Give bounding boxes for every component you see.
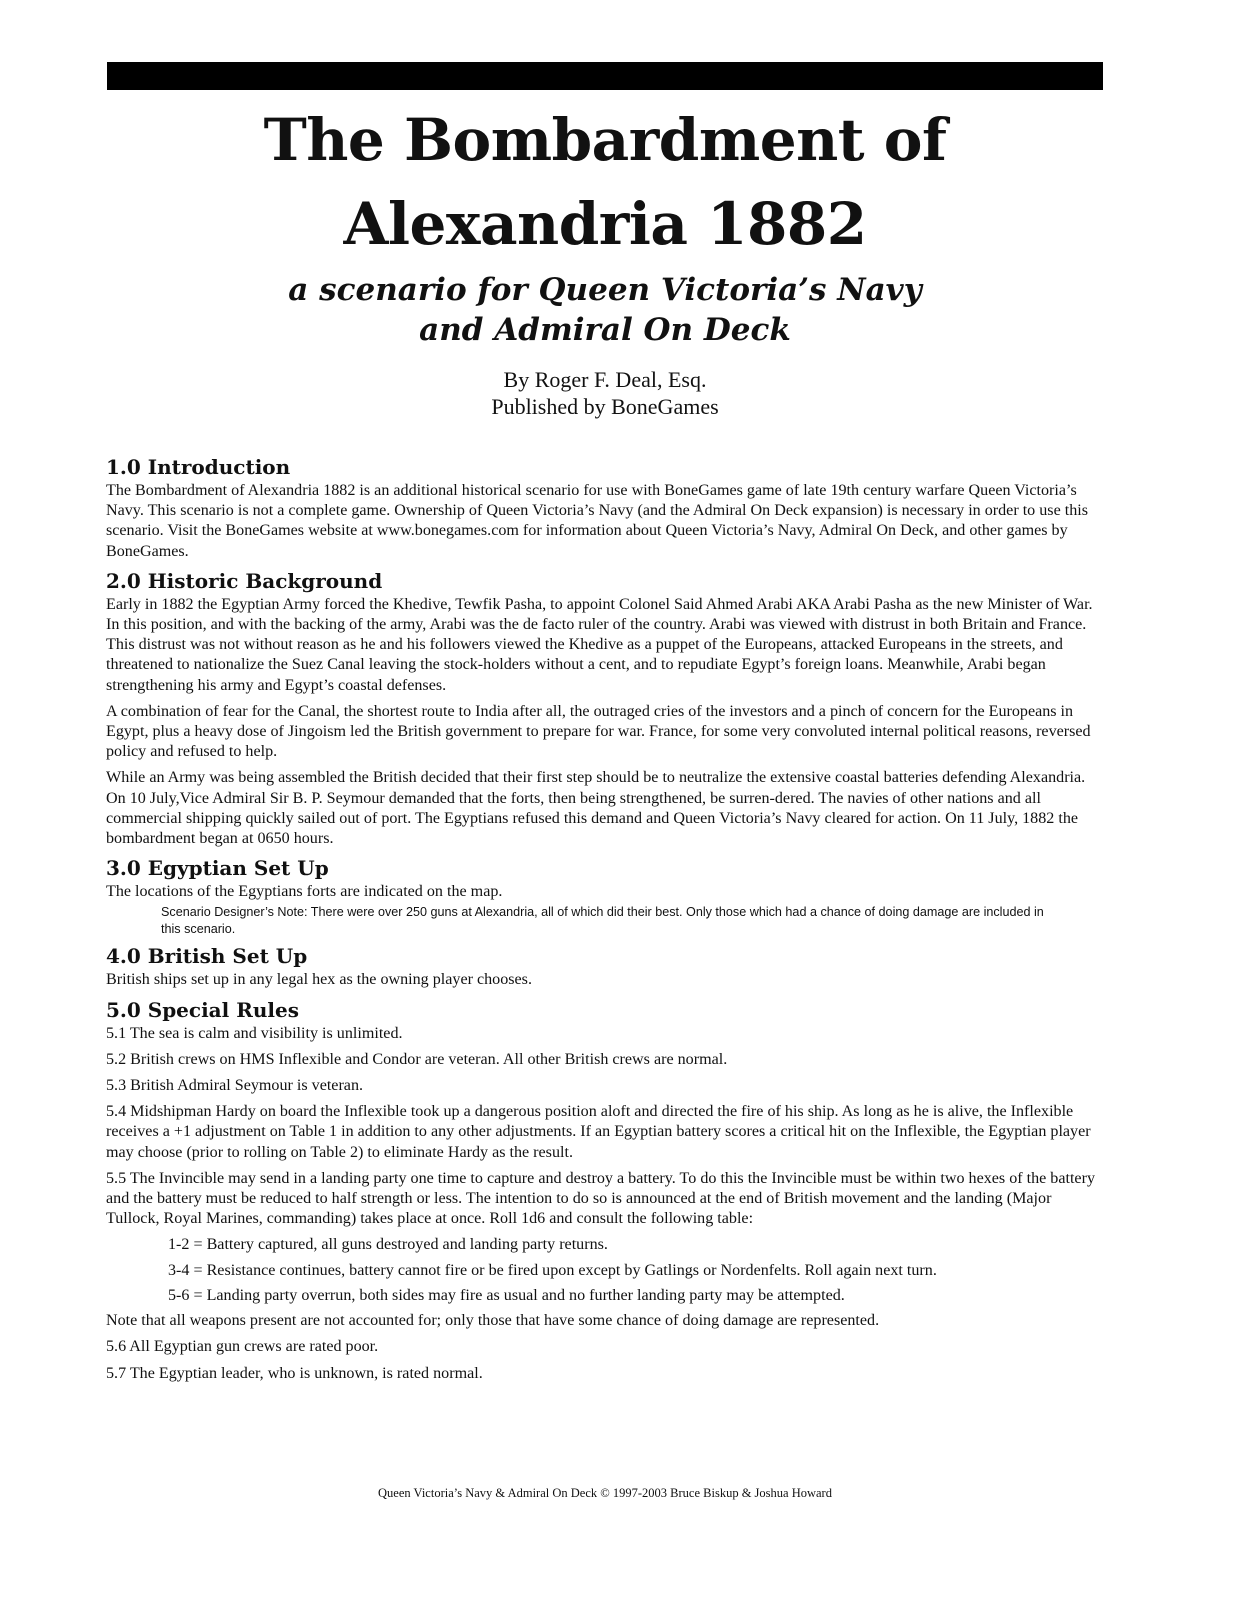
section-heading-special-rules: 5.0 Special Rules: [106, 997, 299, 1022]
weapons-note: Note that all weapons present are not accounted for; only those that have some chance of doing damage are represented.: [106, 1312, 880, 1330]
rule-5-3: 5.3 British Admiral Seymour is veteran.: [106, 1077, 364, 1095]
rule-5-1: 5.1 The sea is calm and visibility is unlimited.: [106, 1024, 403, 1042]
title-line-1: The Bombardment of: [263, 106, 947, 174]
page-footer: Queen Victoria’s Navy & Admiral On Deck © 1997-2003 Bruce Biskup & Joshua Howard: [378, 1486, 832, 1500]
designer-note: Scenario Designer’s Note: There were over 250 guns at Alexandria, all of which did their best. Only those which had a chance of doing damage are included in this scenario.: [161, 905, 1044, 937]
rule-5-6: 5.6 All Egyptian gun crews are rated poor.: [106, 1338, 379, 1356]
document-body: [106, 454, 1104, 1390]
section-heading-background: 2.0 Historic Background: [106, 568, 383, 593]
landing-table-row: 5-6 = Landing party overrun, both sides may fire as usual and no further landing party may be attempted.: [168, 1286, 845, 1304]
section-heading-introduction: 1.0 Introduction: [106, 455, 291, 479]
intro-paragraph: The Bombardment of Alexandria 1882 is an additional historical scenario for use with BoneGames game of late 19th century warfare Queen Victoria’s Navy. This scenario is not a complete game. Ownership of Queen Victoria’s Navy (and the Admiral On Deck expansion) is necessary in order to use this scenario. Visit the BoneGames website at www.bonegames.com for information about Queen Victoria’s Navy, Admiral On Deck, and other games by BoneGames.: [106, 482, 1088, 560]
egyptian-setup-paragraph: The locations of the Egyptians forts are indicated on the map.: [106, 883, 503, 901]
british-setup-paragraph: British ships set up in any legal hex as the owning player chooses.: [106, 971, 532, 989]
byline: [107, 366, 1103, 420]
section-heading-egyptian-setup: 3.0 Egyptian Set Up: [106, 856, 329, 881]
title-line-2: Alexandria 1882: [343, 190, 867, 258]
publisher: Published by BoneGames: [491, 394, 719, 419]
subtitle-line-2: and Admiral On Deck: [419, 312, 791, 348]
background-paragraph-3: While an Army was being assembled the British decided that their first step should be to neutralize the extensive coastal batteries defending Alexandria. On 10 July,Vice Admiral Sir B. P. Seymour demanded that the forts, then being strengthened, be surren-dered. The navies of other nations and all commercial shipping quickly sailed out of port. The Egyptians refused this demand and Queen Victoria’s Navy cleared for action. On 11 July, 1882 the bombardment began at 0650 hours.: [106, 769, 1086, 848]
landing-table-row: 3-4 = Resistance continues, battery cannot fire or be fired upon except by Gatlings or Nordenfelts. Roll again next turn.: [168, 1261, 937, 1279]
page-title: [107, 98, 1103, 266]
author: By Roger F. Deal, Esq.: [503, 367, 707, 392]
rule-5-7: 5.7 The Egyptian leader, who is unknown, is rated normal.: [106, 1364, 483, 1382]
header-rule: [107, 62, 1103, 90]
subtitle: [107, 270, 1103, 350]
subtitle-line-1: a scenario for Queen Victoria’s Navy: [288, 272, 922, 308]
background-paragraph-1: Early in 1882 the Egyptian Army forced the Khedive, Tewfik Pasha, to appoint Colonel Said Ahmed Arabi AKA Arabi Pasha as the new Minister of War. In this position, and with the backing of the army, Arabi was the de facto ruler of the country. Arabi was viewed with distrust in both Britain and France. This distrust was not without reason as he and his followers viewed the Khedive as a puppet of the Europeans, attacked Europeans in the streets, and threatened to nationalize the Suez Canal leaving the stock-holders without a cent, and to repudiate Egypt’s foreign loans. Meanwhile, Arabi began strengthening his army and Egypt’s coastal defenses.: [106, 595, 1093, 694]
background-paragraph-2: A combination of fear for the Canal, the shortest route to India after all, the outraged cries of the investors and a pinch of concern for the Europeans in Egypt, plus a heavy dose of Jingoism led the British government to prepare for war. France, for some very convoluted internal political reasons, reversed policy and refused to help.: [106, 702, 1091, 761]
section-heading-british-setup: 4.0 British Set Up: [106, 944, 308, 969]
rule-5-5: 5.5 The Invincible may send in a landing party one time to capture and destroy a battery. To do this the Invincible must be within two hexes of the battery and the battery must be reduced to half strength or less. The intention to do so is announced at the end of British movement and the landing (Major Tullock, Royal Marines, commanding) takes place at once. Roll 1d6 and consult the following table:: [106, 1169, 1095, 1228]
landing-table-row: 1-2 = Battery captured, all guns destroyed and landing party returns.: [168, 1236, 608, 1254]
rule-5-2: 5.2 British crews on HMS Inflexible and Condor are veteran. All other British crews are normal.: [106, 1050, 728, 1068]
rule-5-4: 5.4 Midshipman Hardy on board the Inflexible took up a dangerous position aloft and directed the fire of his ship. As long as he is alive, the Inflexible receives a +1 adjustment on Table 1 in addition to any other adjustments. If an Egyptian battery scores a critical hit on the Inflexible, the Egyptian player may choose (prior to rolling on Table 2) to eliminate Hardy as the result.: [106, 1103, 1091, 1161]
